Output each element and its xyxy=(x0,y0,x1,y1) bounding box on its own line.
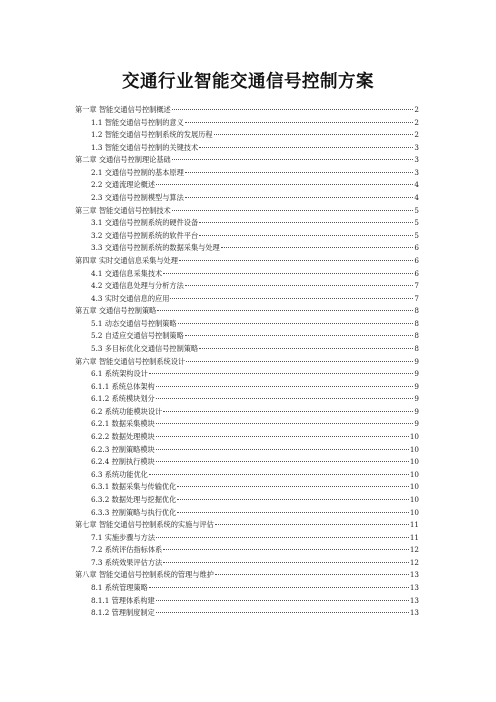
toc-entry-page-number: 3 xyxy=(414,155,419,165)
toc-entry-label: 4.2 交通信息处理与分析方法 xyxy=(91,281,184,291)
toc-entry[interactable] xyxy=(75,444,419,457)
toc-entry-page-number: 3 xyxy=(414,167,419,177)
toc-entry-label: 4.3 实时交通信息的应用 xyxy=(91,293,170,303)
toc-entry[interactable] xyxy=(75,368,419,381)
dot-leader xyxy=(157,310,413,311)
toc-entry-label: 3.2 交通信号控制系统的软件平台 xyxy=(91,230,199,240)
toc-entry-label: 第五章 交通信号控制策略 xyxy=(75,306,157,316)
dot-leader xyxy=(178,323,414,324)
dot-leader xyxy=(185,335,414,336)
toc-entry-page-number: 10 xyxy=(409,457,419,467)
toc-entry[interactable] xyxy=(75,217,419,230)
dot-leader xyxy=(215,574,409,575)
toc-entry[interactable] xyxy=(75,494,419,507)
toc-entry-label: 6.2.2 数据处理模块 xyxy=(91,432,155,442)
toc-entry-page-number: 10 xyxy=(409,444,419,454)
toc-entry-label: 2.3 交通信号控制模型与算法 xyxy=(91,193,184,203)
dot-leader xyxy=(172,210,414,211)
toc-entry-page-number: 2 xyxy=(414,105,419,114)
dot-leader xyxy=(177,499,409,500)
table-of-contents xyxy=(75,104,419,620)
toc-entry-label: 6.2.4 控制执行模块 xyxy=(91,457,155,467)
toc-entry-label: 第三章 智能交通信号控制技术 xyxy=(75,205,171,215)
dot-leader xyxy=(163,273,413,274)
toc-entry-label: 4.1 交通信息采集技术 xyxy=(91,268,163,278)
toc-entry-page-number: 10 xyxy=(409,507,419,517)
toc-entry-label: 6.1.1 系统总体架构 xyxy=(91,381,155,391)
toc-entry[interactable] xyxy=(75,532,419,545)
toc-entry[interactable] xyxy=(75,192,419,205)
toc-entry-page-number: 13 xyxy=(409,582,419,592)
toc-entry[interactable] xyxy=(75,117,419,130)
toc-entry[interactable] xyxy=(75,268,419,281)
toc-entry-page-number: 8 xyxy=(414,343,419,353)
toc-entry[interactable] xyxy=(75,544,419,557)
toc-entry[interactable] xyxy=(75,242,419,255)
toc-entry-label: 6.3.3 控制策略与执行优化 xyxy=(91,507,177,517)
toc-entry[interactable] xyxy=(75,481,419,494)
dot-leader xyxy=(163,411,413,412)
toc-entry-label: 6.1 系统架构设计 xyxy=(91,369,148,379)
dot-leader xyxy=(156,537,409,538)
toc-entry-page-number: 6 xyxy=(414,243,419,253)
dot-leader xyxy=(156,423,414,424)
dot-leader xyxy=(186,361,413,362)
toc-entry[interactable] xyxy=(75,431,419,444)
toc-entry-page-number: 4 xyxy=(414,193,419,203)
toc-entry-page-number: 10 xyxy=(409,482,419,492)
toc-entry-label: 2.1 交通信号控制的基本原理 xyxy=(91,167,184,177)
toc-entry-page-number: 6 xyxy=(414,255,419,265)
toc-entry[interactable] xyxy=(75,142,419,155)
toc-entry[interactable] xyxy=(75,167,419,180)
toc-entry-page-number: 8 xyxy=(414,331,419,341)
toc-entry-page-number: 8 xyxy=(414,318,419,328)
dot-leader xyxy=(199,147,413,148)
toc-entry-page-number: 2 xyxy=(414,130,419,140)
toc-entry[interactable] xyxy=(75,305,419,318)
dot-leader xyxy=(215,524,409,525)
toc-entry-page-number: 10 xyxy=(409,469,419,479)
toc-entry[interactable] xyxy=(75,456,419,469)
toc-entry-label: 6.2.1 数据采集模块 xyxy=(91,419,155,429)
toc-entry[interactable] xyxy=(75,406,419,419)
toc-entry-label: 8.1.2 管理制度制定 xyxy=(91,608,155,618)
toc-entry[interactable] xyxy=(75,607,419,620)
toc-entry-label: 第七章 智能交通信号控制系统的实施与评估 xyxy=(75,520,214,530)
dot-leader xyxy=(156,436,409,437)
toc-entry-label: 5.3 多目标优化交通信号控制策略 xyxy=(91,343,199,353)
dot-leader xyxy=(170,298,413,299)
toc-entry-page-number: 6 xyxy=(414,268,419,278)
toc-entry[interactable] xyxy=(75,582,419,595)
toc-entry-page-number: 13 xyxy=(409,570,419,580)
toc-entry-label: 6.3.1 数据采集与传输优化 xyxy=(91,482,177,492)
toc-entry[interactable] xyxy=(75,255,419,268)
toc-entry[interactable] xyxy=(75,507,419,520)
toc-entry-page-number: 3 xyxy=(414,142,419,152)
dot-leader xyxy=(221,247,414,248)
toc-entry[interactable] xyxy=(75,569,419,582)
toc-entry-page-number: 5 xyxy=(414,218,419,228)
toc-entry-page-number: 9 xyxy=(414,394,419,404)
toc-entry[interactable] xyxy=(75,129,419,142)
toc-entry[interactable] xyxy=(75,469,419,482)
toc-entry-page-number: 12 xyxy=(409,545,419,555)
dot-leader xyxy=(156,612,409,613)
dot-leader xyxy=(163,549,409,550)
toc-entry-label: 第八章 智能交通信号控制系统的管理与维护 xyxy=(75,570,214,580)
toc-entry[interactable] xyxy=(75,595,419,608)
toc-entry-label: 6.1.2 系统模块划分 xyxy=(91,394,155,404)
dot-leader xyxy=(214,134,414,135)
dot-leader xyxy=(185,285,414,286)
dot-leader xyxy=(185,197,414,198)
toc-entry[interactable] xyxy=(75,381,419,394)
toc-entry-label: 8.1.1 管理体系构建 xyxy=(91,595,155,605)
toc-entry-label: 第六章 智能交通信号控制系统设计 xyxy=(75,356,186,366)
toc-entry[interactable] xyxy=(75,293,419,306)
toc-entry-label: 6.2.3 控制策略模块 xyxy=(91,444,155,454)
dot-leader xyxy=(149,474,409,475)
toc-entry-page-number: 8 xyxy=(414,306,419,316)
toc-entry-page-number: 4 xyxy=(414,180,419,190)
dot-leader xyxy=(156,449,409,450)
toc-entry-label: 8.1 系统管理策略 xyxy=(91,582,148,592)
dot-leader xyxy=(177,486,409,487)
dot-leader xyxy=(199,348,413,349)
toc-entry[interactable] xyxy=(75,557,419,570)
toc-entry-page-number: 7 xyxy=(414,281,419,291)
dot-leader xyxy=(199,235,413,236)
toc-entry[interactable] xyxy=(75,519,419,532)
toc-entry-page-number: 9 xyxy=(414,406,419,416)
toc-entry-label: 5.2 自适应交通信号控制策略 xyxy=(91,331,184,341)
dot-leader xyxy=(185,172,414,173)
dot-leader xyxy=(172,109,414,110)
dot-leader xyxy=(185,122,414,123)
dot-leader xyxy=(177,512,409,513)
toc-entry-page-number: 13 xyxy=(409,608,419,618)
toc-entry-label: 7.2 系统评估指标体系 xyxy=(91,545,163,555)
toc-entry-label: 7.3 系统效果评估方法 xyxy=(91,557,163,567)
dot-leader xyxy=(149,587,409,588)
toc-entry-label: 第一章 智能交通信号控制概述 xyxy=(75,105,171,114)
toc-entry-page-number: 11 xyxy=(409,532,419,542)
toc-entry-page-number: 7 xyxy=(414,293,419,303)
toc-entry-page-number: 5 xyxy=(414,205,419,215)
toc-entry-label: 6.3.2 数据处理与挖掘优化 xyxy=(91,494,177,504)
toc-entry-page-number: 10 xyxy=(409,432,419,442)
toc-entry-label: 3.1 交通信号控制系统的硬件设备 xyxy=(91,218,199,228)
dot-leader xyxy=(156,184,413,185)
document-title: 交通行业智能交通信号控制方案 xyxy=(122,72,374,92)
toc-entry-label: 5.1 动态交通信号控制策略 xyxy=(91,318,177,328)
toc-entry-label: 1.3 智能交通信号控制的关键技术 xyxy=(91,142,199,152)
dot-leader xyxy=(179,260,414,261)
toc-entry-label: 1.1 智能交通信号控制的意义 xyxy=(91,117,184,127)
toc-entry-label: 6.2 系统功能模块设计 xyxy=(91,406,163,416)
toc-entry-page-number: 9 xyxy=(414,369,419,379)
toc-entry-label: 2.2 交通流理论概述 xyxy=(91,180,156,190)
toc-entry-page-number: 13 xyxy=(409,595,419,605)
dot-leader xyxy=(156,398,414,399)
toc-entry-page-number: 9 xyxy=(414,419,419,429)
toc-entry[interactable] xyxy=(75,280,419,293)
toc-entry-label: 第四章 实时交通信息采集与处理 xyxy=(75,255,178,265)
toc-entry-page-number: 11 xyxy=(409,520,419,530)
toc-entry[interactable] xyxy=(75,230,419,243)
toc-entry-page-number: 9 xyxy=(414,381,419,391)
toc-entry[interactable] xyxy=(75,393,419,406)
toc-entry[interactable] xyxy=(75,205,419,218)
toc-entry[interactable] xyxy=(75,318,419,331)
dot-leader xyxy=(156,600,409,601)
toc-entry-page-number: 12 xyxy=(409,557,419,567)
dot-leader xyxy=(172,159,414,160)
toc-entry[interactable] xyxy=(75,418,419,431)
toc-entry[interactable] xyxy=(75,104,419,117)
toc-entry-label: 1.2 智能交通信号控制系统的发展历程 xyxy=(91,130,213,140)
toc-entry-page-number: 2 xyxy=(414,117,419,127)
toc-entry-page-number: 10 xyxy=(409,494,419,504)
toc-entry-label: 3.3 交通信号控制系统的数据采集与处理 xyxy=(91,243,220,253)
toc-entry-label: 第二章 交通信号控制理论基础 xyxy=(75,155,171,165)
dot-leader xyxy=(149,373,414,374)
dot-leader xyxy=(199,222,413,223)
dot-leader xyxy=(156,461,409,462)
toc-entry[interactable] xyxy=(75,154,419,167)
toc-entry-label: 6.3 系统功能优化 xyxy=(91,469,148,479)
toc-entry-page-number: 9 xyxy=(414,356,419,366)
toc-entry-label: 7.1 实施步骤与方法 xyxy=(91,532,156,542)
dot-leader xyxy=(156,386,414,387)
toc-entry[interactable] xyxy=(75,343,419,356)
toc-entry[interactable] xyxy=(75,330,419,343)
toc-entry[interactable] xyxy=(75,356,419,369)
toc-entry-page-number: 5 xyxy=(414,230,419,240)
dot-leader xyxy=(163,562,409,563)
toc-entry[interactable] xyxy=(75,179,419,192)
